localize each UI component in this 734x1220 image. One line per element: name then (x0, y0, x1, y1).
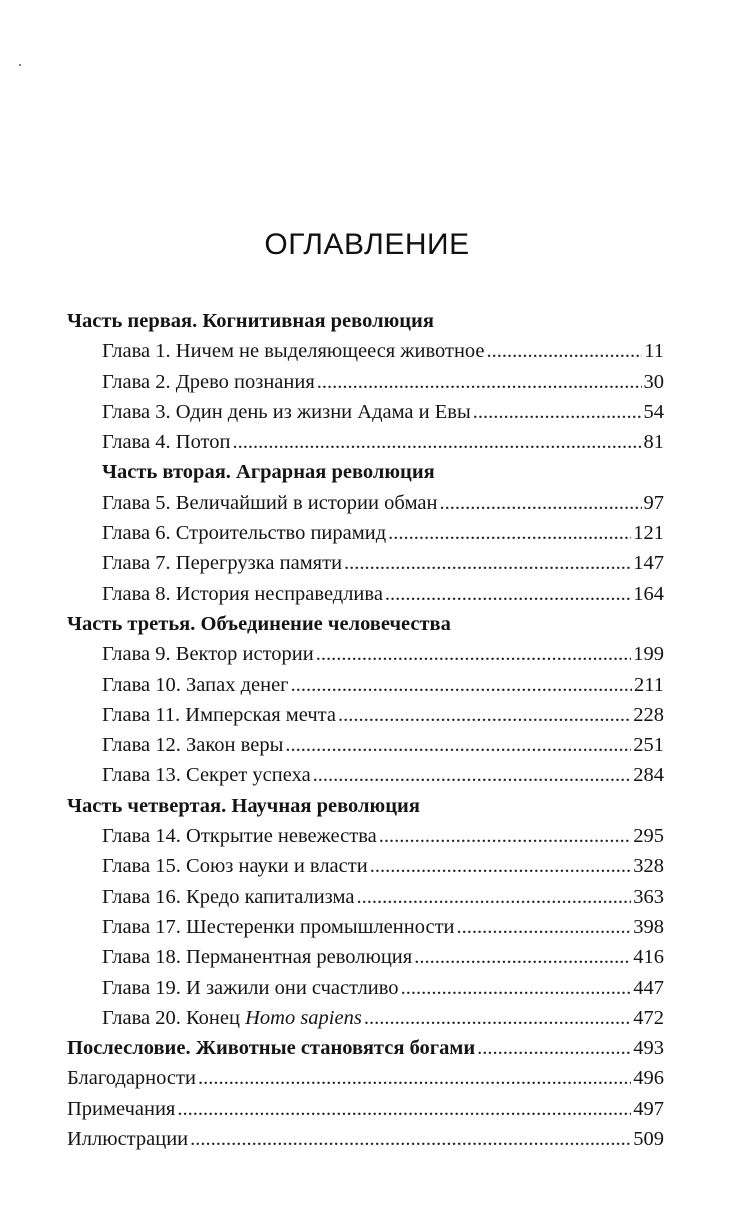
toc-part-heading (0, 306, 734, 336)
dot-leader (477, 1033, 631, 1063)
dot-leader (338, 700, 631, 730)
toc-part-heading (0, 457, 734, 487)
page-title: ОГЛАВЛЕНИЕ (264, 228, 470, 261)
toc-entry-label (67, 1063, 196, 1093)
toc-entry-text: Глава 13. Секрет успеха (102, 764, 311, 787)
toc-entry-text: Глава 1. Ничем не выделяющееся животное (102, 340, 485, 363)
toc-page-number: 30 (643, 370, 664, 393)
toc-page-number: 211 (634, 673, 664, 696)
toc-entry-label (102, 882, 354, 912)
toc-entry-label (102, 821, 377, 851)
toc-entry-text: Часть третья. Объединение человечества (67, 612, 451, 635)
toc-entry-label (102, 488, 438, 518)
toc-entry-text: Глава 7. Перегрузка памяти (102, 552, 343, 575)
toc-entry-label (67, 1094, 175, 1124)
dot-leader (198, 1063, 631, 1093)
table-of-contents (0, 306, 734, 1154)
dot-leader (177, 1094, 631, 1124)
toc-page-number: 164 (633, 582, 664, 605)
toc-entry-text: Примечания (67, 1097, 176, 1120)
scan-speck (19, 64, 21, 66)
toc-entry (0, 579, 734, 609)
toc-page-number: 11 (644, 340, 664, 363)
toc-part-heading (0, 791, 734, 821)
toc-page-number: 121 (633, 522, 664, 545)
toc-entry-text: Глава 15. Союз науки и власти (102, 855, 368, 878)
toc-page-number: 147 (633, 552, 664, 575)
toc-entry (0, 427, 734, 457)
toc-entry-label (102, 367, 315, 397)
toc-page-number: 54 (643, 400, 664, 423)
toc-entry-label (102, 639, 314, 669)
toc-entry-text: Часть четвертая. Научная революция (67, 794, 420, 817)
toc-entry (0, 488, 734, 518)
toc-entry-label (102, 730, 283, 760)
toc-entry (0, 851, 734, 881)
toc-entry-label (102, 700, 336, 730)
toc-entry (0, 1033, 734, 1063)
toc-entry-label (67, 791, 420, 821)
toc-entry (0, 730, 734, 760)
toc-entry-text: Глава 5. Величайший в истории обман (102, 491, 438, 514)
toc-entry (0, 760, 734, 790)
toc-entry-label (102, 851, 368, 881)
dot-leader (317, 367, 642, 397)
toc-entry-text: Глава 8. История несправедлива (102, 582, 383, 605)
dot-leader (385, 579, 631, 609)
dot-leader (291, 670, 632, 700)
toc-entry-label (102, 548, 342, 578)
toc-entry-text: Глава 2. Древо познания (102, 370, 315, 393)
toc-page-number: 328 (633, 855, 664, 878)
toc-entry-label (67, 1124, 188, 1154)
toc-part-heading (0, 609, 734, 639)
toc-entry-text: Глава 3. Один день из жизни Адама и Евы (102, 400, 471, 423)
toc-entry-text: Глава 10. Запах денег (102, 673, 289, 696)
toc-entry-label (102, 670, 289, 700)
toc-entry (0, 518, 734, 548)
toc-entry-text: Глава 11. Имперская мечта (102, 703, 336, 726)
toc-entry-text: Иллюстрации (67, 1128, 189, 1151)
toc-entry (0, 1094, 734, 1124)
dot-leader (356, 882, 631, 912)
toc-page-number: 363 (633, 885, 664, 908)
toc-entry (0, 912, 734, 942)
toc-page-number: 199 (633, 643, 664, 666)
toc-entry-text: Глава 19. И зажили они счастливо (102, 976, 399, 999)
toc-entry-label (102, 427, 230, 457)
toc-entry-text: Часть вторая. Аграрная революция (102, 461, 435, 484)
toc-entry (0, 1063, 734, 1093)
toc-entry (0, 336, 734, 366)
dot-leader (487, 336, 643, 366)
toc-page-number: 447 (633, 976, 664, 999)
toc-entry-text: Глава 6. Строительство пирамид (102, 522, 387, 545)
toc-entry (0, 821, 734, 851)
toc-entry-text: Глава 4. Потоп (102, 431, 231, 454)
toc-page-number: 228 (633, 703, 664, 726)
dot-leader (388, 518, 631, 548)
toc-page-number: 496 (633, 1067, 664, 1090)
toc-page-number: 251 (633, 734, 664, 757)
toc-page-number: 81 (643, 431, 664, 454)
dot-leader (414, 942, 631, 972)
toc-entry-label (102, 1003, 362, 1033)
toc-entry (0, 700, 734, 730)
toc-entry-text: Глава 9. Вектор истории (102, 643, 314, 666)
dot-leader (473, 397, 642, 427)
toc-page-number: 497 (633, 1097, 664, 1120)
dot-leader (440, 488, 642, 518)
dot-leader (370, 851, 632, 881)
toc-entry-text: Глава 20. Конец (102, 1006, 246, 1029)
toc-entry-label (67, 609, 451, 639)
toc-page-number: 493 (633, 1037, 664, 1060)
toc-entry-label (67, 306, 434, 336)
toc-entry-label (102, 518, 386, 548)
dot-leader (379, 821, 632, 851)
dot-leader (344, 548, 631, 578)
toc-entry-text: Глава 14. Открытие невежества (102, 825, 377, 848)
toc-page-number: 398 (633, 915, 664, 938)
toc-entry (0, 973, 734, 1003)
toc-entry-label (102, 336, 485, 366)
dot-leader (401, 973, 632, 1003)
toc-page-number: 509 (633, 1128, 664, 1151)
toc-entry-label (102, 457, 435, 487)
toc-entry-text: Часть первая. Когнитивная революция (67, 310, 434, 332)
toc-entry (0, 942, 734, 972)
toc-entry-label (102, 760, 311, 790)
toc-entry (0, 670, 734, 700)
dot-leader (285, 730, 631, 760)
toc-page-number: 416 (633, 946, 664, 969)
toc-entry-text: Послесловие. Животные становятся богами (67, 1037, 476, 1060)
toc-entry-text: Глава 12. Закон веры (102, 734, 284, 757)
toc-page-number: 472 (633, 1006, 664, 1029)
toc-entry-italic-text: Homo sapiens (245, 1006, 362, 1029)
dot-leader (457, 912, 632, 942)
toc-page-number: 97 (643, 491, 664, 514)
toc-entry (0, 639, 734, 669)
toc-entry (0, 367, 734, 397)
toc-entry (0, 548, 734, 578)
toc-entry-label (67, 1033, 475, 1063)
toc-entry-text: Глава 18. Перманентная революция (102, 946, 413, 969)
toc-entry-text: Глава 16. Кредо капитализма (102, 885, 355, 908)
toc-entry-text: Благодарности (67, 1067, 196, 1090)
toc-entry-label (102, 912, 455, 942)
dot-leader (232, 427, 641, 457)
toc-entry-label (102, 942, 412, 972)
toc-entry (0, 397, 734, 427)
toc-entry-label (102, 973, 399, 1003)
toc-entry (0, 882, 734, 912)
toc-entry (0, 1003, 734, 1033)
toc-page-number: 284 (633, 764, 664, 787)
dot-leader (313, 760, 632, 790)
dot-leader (190, 1124, 631, 1154)
dot-leader (364, 1003, 631, 1033)
toc-entry-label (102, 397, 471, 427)
toc-page-number: 295 (633, 825, 664, 848)
dot-leader (316, 639, 632, 669)
toc-entry (0, 1124, 734, 1154)
toc-entry-text: Глава 17. Шестеренки промышленности (102, 915, 455, 938)
toc-entry-label (102, 579, 383, 609)
